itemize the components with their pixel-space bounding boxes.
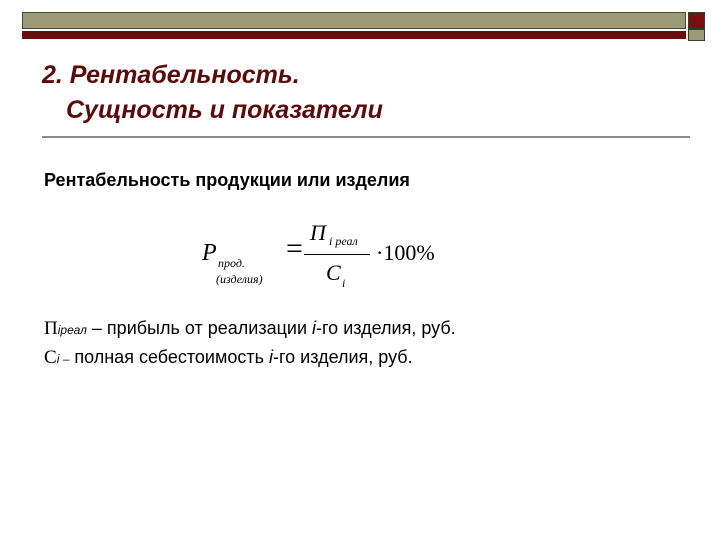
definition-cost-text: полная себестоимость	[69, 347, 269, 367]
formula-fraction-bar	[304, 254, 370, 255]
definition-cost-subscript: i –	[56, 352, 70, 366]
definition-cost-tail: -го изделия, руб.	[272, 347, 413, 367]
definition-profit-subscript: iреал	[57, 323, 87, 337]
slide-title	[42, 58, 383, 128]
definition-profit-tail: -го изделия, руб.	[316, 318, 456, 338]
title-divider	[42, 136, 690, 138]
formula-lhs-subscript-2: (изделия)	[216, 272, 263, 286]
section-heading: Рентабельность продукции или изделия	[44, 170, 410, 190]
slide-title-line-2: Сущность и показатели	[66, 96, 383, 124]
definition-profit	[44, 318, 456, 340]
header-square-dark	[688, 12, 705, 29]
formula-numerator-subscript: i реал	[329, 234, 358, 248]
slide-title-line-1: 2. Рентабельность.	[42, 61, 300, 89]
header-square-light	[688, 29, 705, 41]
formula-lhs-subscript-1: прод.	[218, 256, 245, 270]
definition-profit-text: – прибыль от реализации	[86, 318, 313, 338]
definition-profit-index: i	[312, 318, 317, 338]
formula-numerator-symbol: П	[310, 220, 326, 245]
definition-cost-index: i	[268, 347, 273, 367]
definition-profit-symbol: П	[44, 318, 58, 339]
formula-equals: =	[286, 232, 303, 265]
formula-denominator-symbol: C	[326, 260, 341, 285]
formula-multiplier: ·100%	[376, 240, 435, 265]
definition-cost	[44, 347, 413, 369]
header-accent-line	[22, 31, 686, 39]
header-bar	[22, 12, 686, 29]
definition-cost-symbol: С	[44, 347, 57, 368]
formula-lhs-symbol: P	[202, 240, 217, 266]
profitability-formula	[196, 218, 456, 292]
formula-denominator-subscript: i	[342, 276, 346, 290]
